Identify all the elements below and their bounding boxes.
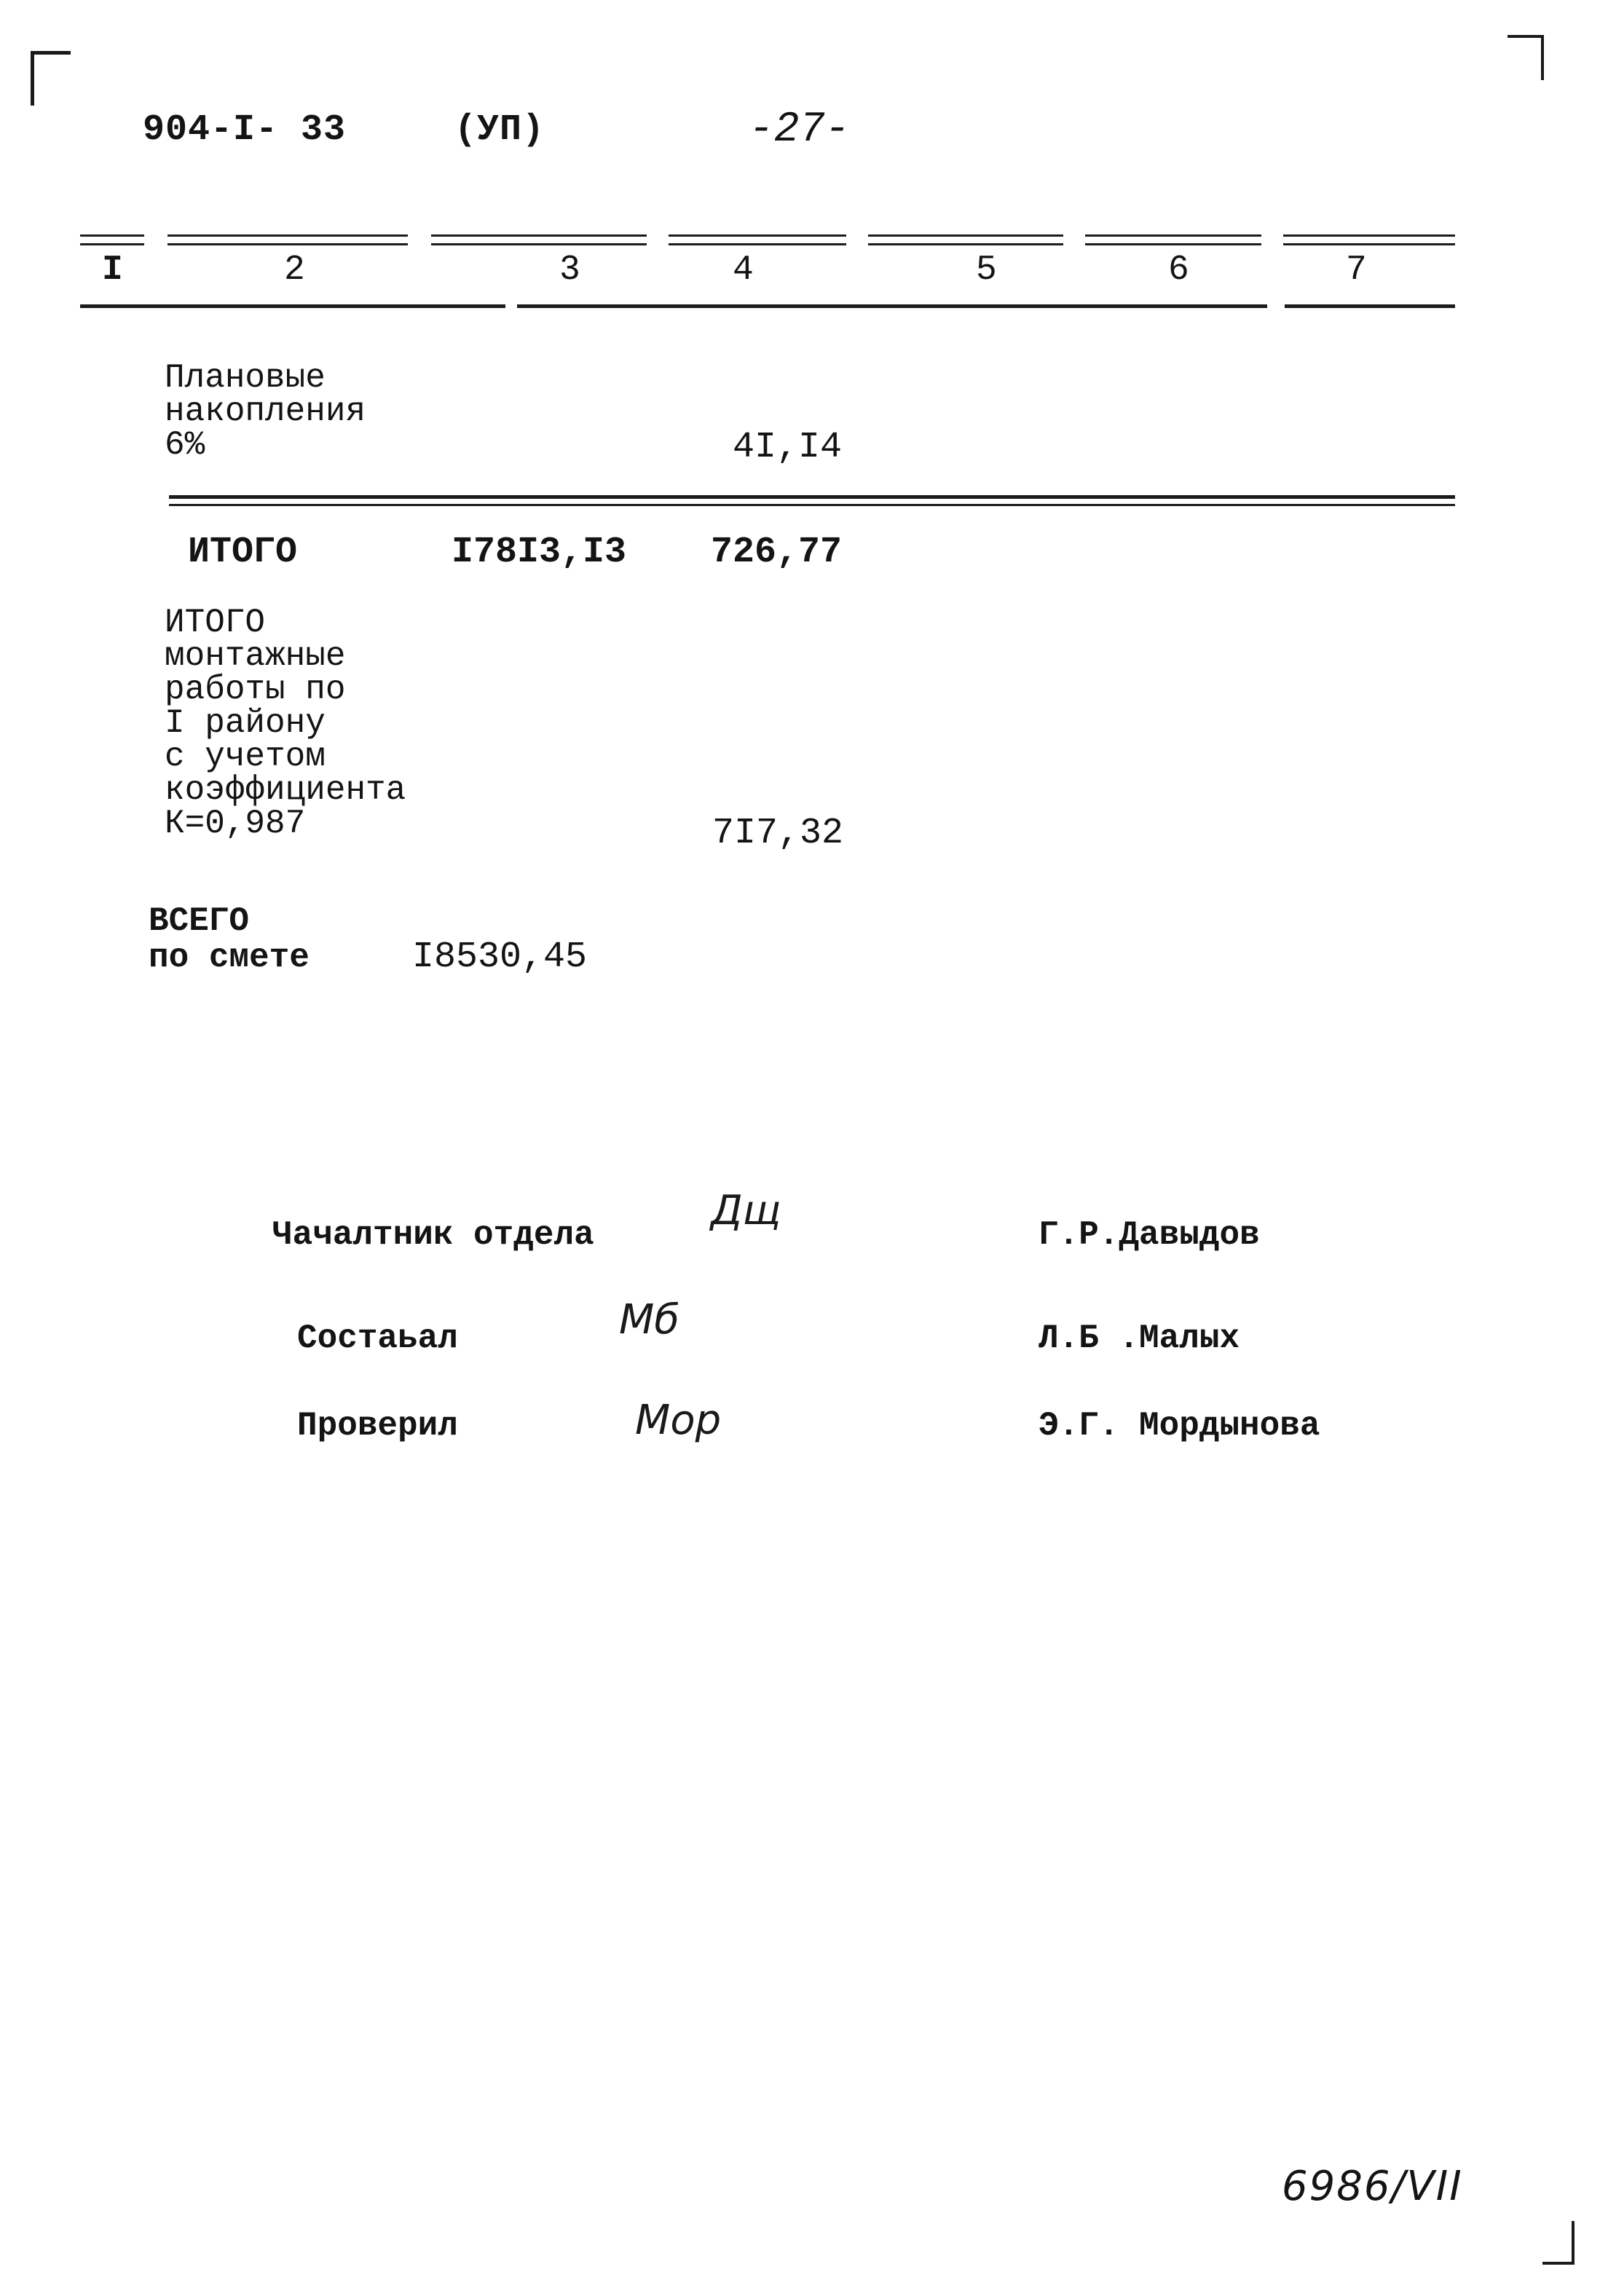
signature-name-checked: Э.Г. Мордынова — [1038, 1407, 1320, 1445]
signature-role-compiled: Состаьал — [297, 1319, 458, 1357]
column-number-3: 3 — [559, 250, 580, 290]
row-vsego-label: ВСЕГО по смете — [149, 902, 310, 977]
corner-mark-top-right — [1508, 35, 1544, 80]
signature-mark-head: Дщ — [711, 1187, 781, 1234]
column-number-4: 4 — [733, 250, 754, 290]
corner-mark-top-left — [31, 51, 71, 106]
column-number-5: 5 — [976, 250, 997, 290]
row-itogo-montage-label: ИТОГО монтажные работы по I району с учетом коэффициента К=0,987 — [165, 604, 406, 843]
signature-role-head: Чачалтник отдела — [272, 1216, 594, 1254]
signature-name-compiled: Л.Б .Малых — [1038, 1319, 1240, 1357]
footer-stamp: 6986/VII — [1282, 2163, 1463, 2210]
signature-mark-checked: Мор — [635, 1397, 722, 1444]
page-number: -27- — [749, 106, 851, 154]
signature-name-head: Г.Р.Давыдов — [1038, 1216, 1260, 1254]
signature-mark-compiled: Мб — [619, 1296, 679, 1344]
column-number-2: 2 — [284, 250, 305, 290]
row-itogo-montage-col4: 7I7,32 — [712, 813, 844, 854]
row-planned-col4: 4I,I4 — [733, 427, 843, 468]
column-number-7: 7 — [1346, 250, 1367, 290]
column-number-1: I — [102, 250, 123, 290]
row-planned-label: Плановые накопления 6% — [165, 359, 366, 464]
signature-role-checked: Проверил — [297, 1407, 458, 1445]
row-itogo-label: ИТОГО — [188, 532, 298, 573]
row-itogo-col4: 726,77 — [711, 532, 843, 573]
row-vsego-col3: I8530,45 — [412, 936, 588, 978]
document-volume: (УП) — [454, 109, 545, 151]
corner-mark-bottom-right — [1542, 2221, 1574, 2265]
column-number-6: 6 — [1168, 250, 1189, 290]
row-itogo-col3: I78I3,I3 — [452, 532, 627, 573]
document-code: 904-I- 33 — [143, 109, 347, 151]
